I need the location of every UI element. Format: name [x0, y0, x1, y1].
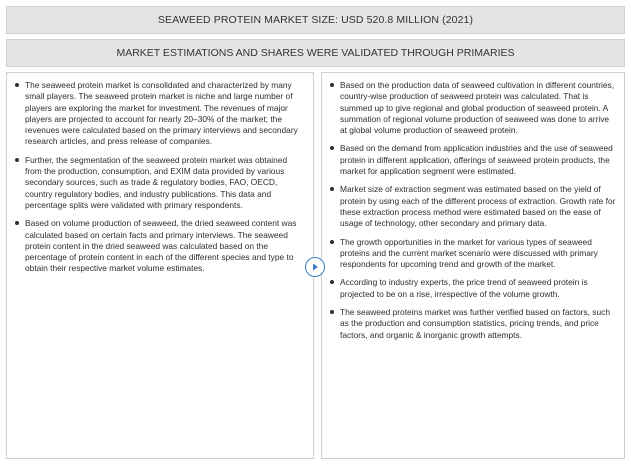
list-item-text: The seaweed protein market is consolidated and characterized by many small players. The seaweed protein market is niche and large number of players are exploring the market for investment. The revenues of major players are projected to account for nearly 20–30% of the market; the revenues were calculated based on the primary interviews and secondary research articles, and press release of companies. [25, 80, 298, 147]
list-item [330, 307, 616, 341]
list-item-text: Based on the demand from application industries and the use of seaweed protein in different application, offerings of seaweed protein products, the market for application segment were estimated. [340, 143, 613, 177]
bullet-icon [15, 221, 19, 225]
list-item [330, 184, 616, 229]
play-arrow-icon [310, 262, 320, 272]
list-item-text: Further, the segmentation of the seaweed protein market was obtained from the production, consumption, and EXIM data provided by various secondary sources, such as trade & regulatory bodies, FAO, OECD, country regulatory bodies, and industry publications. This data and percentage splits were validated with primary respondents. [25, 154, 288, 210]
validation-banner [6, 39, 625, 67]
list-item-text: The seaweed proteins market was further verified based on factors, such as the production and consumption statistics, pricing trends, and price factors, and organic & inorganic growth attempts. [340, 307, 610, 340]
list-item [330, 143, 616, 177]
list-item [15, 80, 305, 148]
list-item [15, 218, 305, 274]
list-item [330, 80, 616, 136]
list-item [330, 277, 616, 300]
list-item-text: The growth opportunities in the market for various types of seaweed proteins and the current market scenario were discussed with primary respondents for upcoming trend and growth of the market. [340, 236, 598, 270]
bullet-icon [330, 146, 334, 150]
bullet-icon [330, 240, 334, 244]
list-item-text: Based on volume production of seaweed, the dried seaweed content was calculated based on certain facts and primary interviews. The seaweed protein content in the dried seaweed was calculated based on the percentage of protein content in each of the different species and type to obtain their respective market volume estimates. [25, 218, 297, 274]
bullet-icon [330, 310, 334, 314]
bullet-icon [330, 83, 334, 87]
page-title [6, 6, 625, 34]
chevron-right-circle-icon[interactable] [305, 257, 325, 277]
list-item-text: According to industry experts, the price trend of seaweed protein is projected to be on a rise, irrespective of the volume growth. [340, 277, 588, 299]
list-item [15, 155, 305, 211]
bullet-icon [15, 158, 19, 162]
list-item [330, 237, 616, 271]
bullet-icon [330, 187, 334, 191]
right-methodology-panel [321, 72, 625, 459]
list-item-text: Based on the production data of seaweed cultivation in different countries, country-wise production of seaweed protein was calculated. That is summed up to give regional and global production of seaweed protein. A summation of regional volume production of seaweed was done to arrive at global volume production of seaweed protein. [340, 80, 615, 136]
left-bullet-list [15, 80, 305, 275]
left-methodology-panel [6, 72, 314, 459]
validation-banner-text: MARKET ESTIMATIONS AND SHARES WERE VALIDATED THROUGH PRIMARIES [116, 47, 515, 59]
bullet-icon [15, 83, 19, 87]
page-title-text: SEAWEED PROTEIN MARKET SIZE: USD 520.8 MILLION (2021) [157, 14, 474, 26]
list-item-text: Market size of extraction segment was estimated based on the yield of protein by using each of the different process of extraction. Growth rate for these extraction process method were estimated based on the ease of usage of technology, other secondary and primary data. [340, 184, 616, 229]
right-bullet-list [330, 80, 616, 341]
bullet-icon [330, 280, 334, 284]
